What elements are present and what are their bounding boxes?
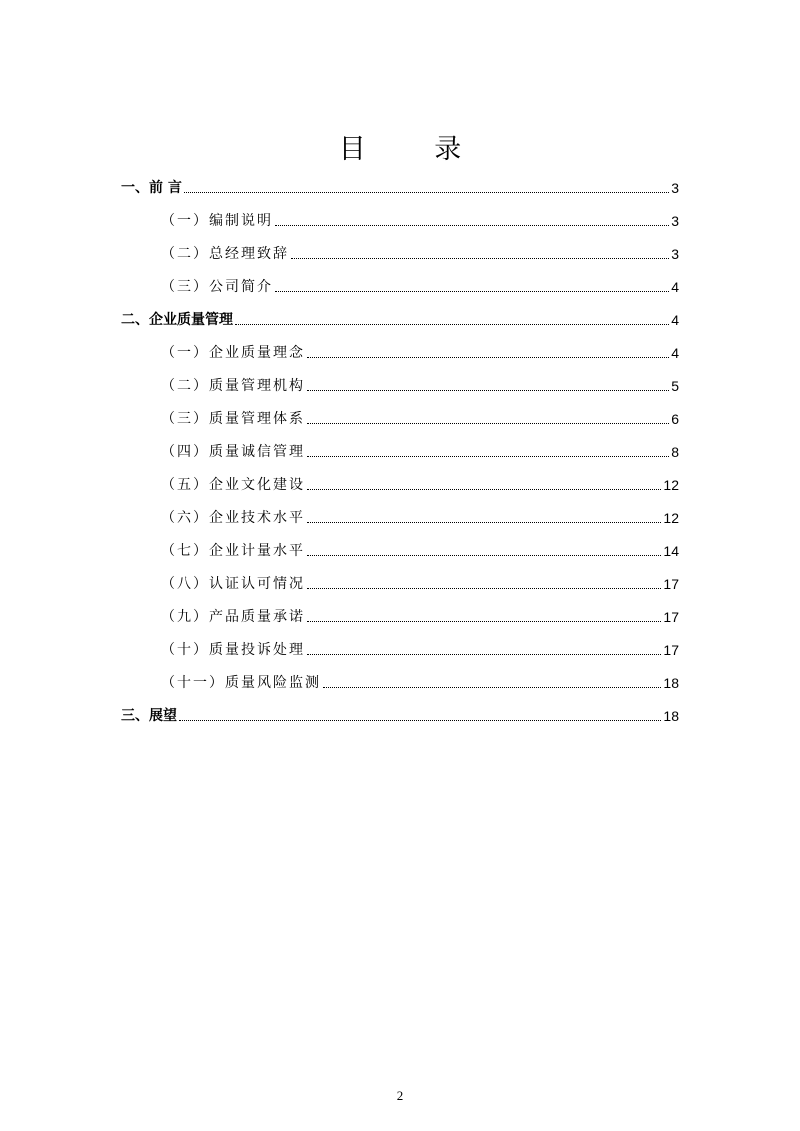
toc-entry[interactable]	[161, 342, 679, 364]
dot-leader	[307, 654, 661, 655]
toc-entry-label: （四）质量诚信管理	[161, 444, 305, 460]
toc-entry-page: 3	[671, 246, 679, 262]
toc-entry[interactable]	[161, 375, 679, 397]
toc-entry-label: （三）公司简介	[161, 279, 273, 295]
toc-entry[interactable]	[161, 243, 679, 265]
toc-entry-label: （八）认证认可情况	[161, 576, 305, 592]
page-number: 2	[396, 1088, 404, 1103]
toc-entry-page: 4	[671, 312, 679, 328]
toc-entry[interactable]	[161, 210, 679, 232]
toc-entry-page: 3	[671, 213, 679, 229]
toc-entry-page: 12	[663, 477, 679, 493]
toc-entry-label: 二、企业质量管理	[121, 312, 233, 328]
toc-entry-page: 14	[663, 543, 679, 559]
toc-entry-page: 17	[663, 642, 679, 658]
toc-entry-page: 4	[671, 279, 679, 295]
toc-entry[interactable]	[161, 474, 679, 496]
toc-entry-label: （六）企业技术水平	[161, 510, 305, 526]
toc-entry[interactable]	[161, 507, 679, 529]
dot-leader	[291, 258, 669, 259]
toc-entry-page: 17	[663, 576, 679, 592]
toc-entry-label: （九）产品质量承诺	[161, 609, 305, 625]
toc-entry-label: （十一）质量风险监测	[161, 675, 321, 691]
toc-entry[interactable]	[161, 606, 679, 628]
dot-leader	[323, 687, 661, 688]
dot-leader	[307, 357, 669, 358]
toc-entry-page: 17	[663, 609, 679, 625]
toc-entry-label: （十）质量投诉处理	[161, 642, 305, 658]
toc-title: 目 录	[338, 134, 492, 165]
toc-entry-page: 18	[663, 708, 679, 724]
toc-entry[interactable]	[161, 408, 679, 430]
toc-entry[interactable]	[161, 540, 679, 562]
toc-entry-label: 一、前 言	[121, 180, 182, 196]
toc-entry-page: 4	[671, 345, 679, 361]
dot-leader	[307, 621, 661, 622]
toc-entry-label: （二）总经理致辞	[161, 246, 289, 262]
toc-entry-page: 6	[671, 411, 679, 427]
dot-leader	[307, 390, 669, 391]
toc-entry[interactable]	[161, 441, 679, 463]
toc-entry-page: 18	[663, 675, 679, 691]
toc-entry-label: （一）编制说明	[161, 213, 273, 229]
toc-entry[interactable]	[121, 177, 679, 199]
toc-entry-page: 8	[671, 444, 679, 460]
toc-entry-label: （三）质量管理体系	[161, 411, 305, 427]
toc-entry[interactable]	[121, 309, 679, 331]
toc-entry-page: 5	[671, 378, 679, 394]
dot-leader	[307, 489, 661, 490]
toc-entry[interactable]	[161, 573, 679, 595]
toc-entry[interactable]	[161, 276, 679, 298]
dot-leader	[307, 522, 661, 523]
toc-entry-label: （五）企业文化建设	[161, 477, 305, 493]
toc-entry[interactable]	[161, 639, 679, 661]
dot-leader	[307, 555, 661, 556]
dot-leader	[307, 423, 669, 424]
toc-entry-label: （七）企业计量水平	[161, 543, 305, 559]
dot-leader	[275, 291, 669, 292]
dot-leader	[307, 456, 669, 457]
toc-entry-page: 12	[663, 510, 679, 526]
dot-leader	[275, 225, 669, 226]
toc-entry-label: （一）企业质量理念	[161, 345, 305, 361]
dot-leader	[307, 588, 661, 589]
dot-leader	[235, 324, 669, 325]
toc-entry[interactable]	[121, 705, 679, 727]
toc-entry-label: 三、展望	[121, 708, 177, 724]
toc-entry-page: 3	[671, 180, 679, 196]
dot-leader	[184, 192, 669, 193]
toc-entry[interactable]	[161, 672, 679, 694]
dot-leader	[179, 720, 661, 721]
toc-entry-label: （二）质量管理机构	[161, 378, 305, 394]
